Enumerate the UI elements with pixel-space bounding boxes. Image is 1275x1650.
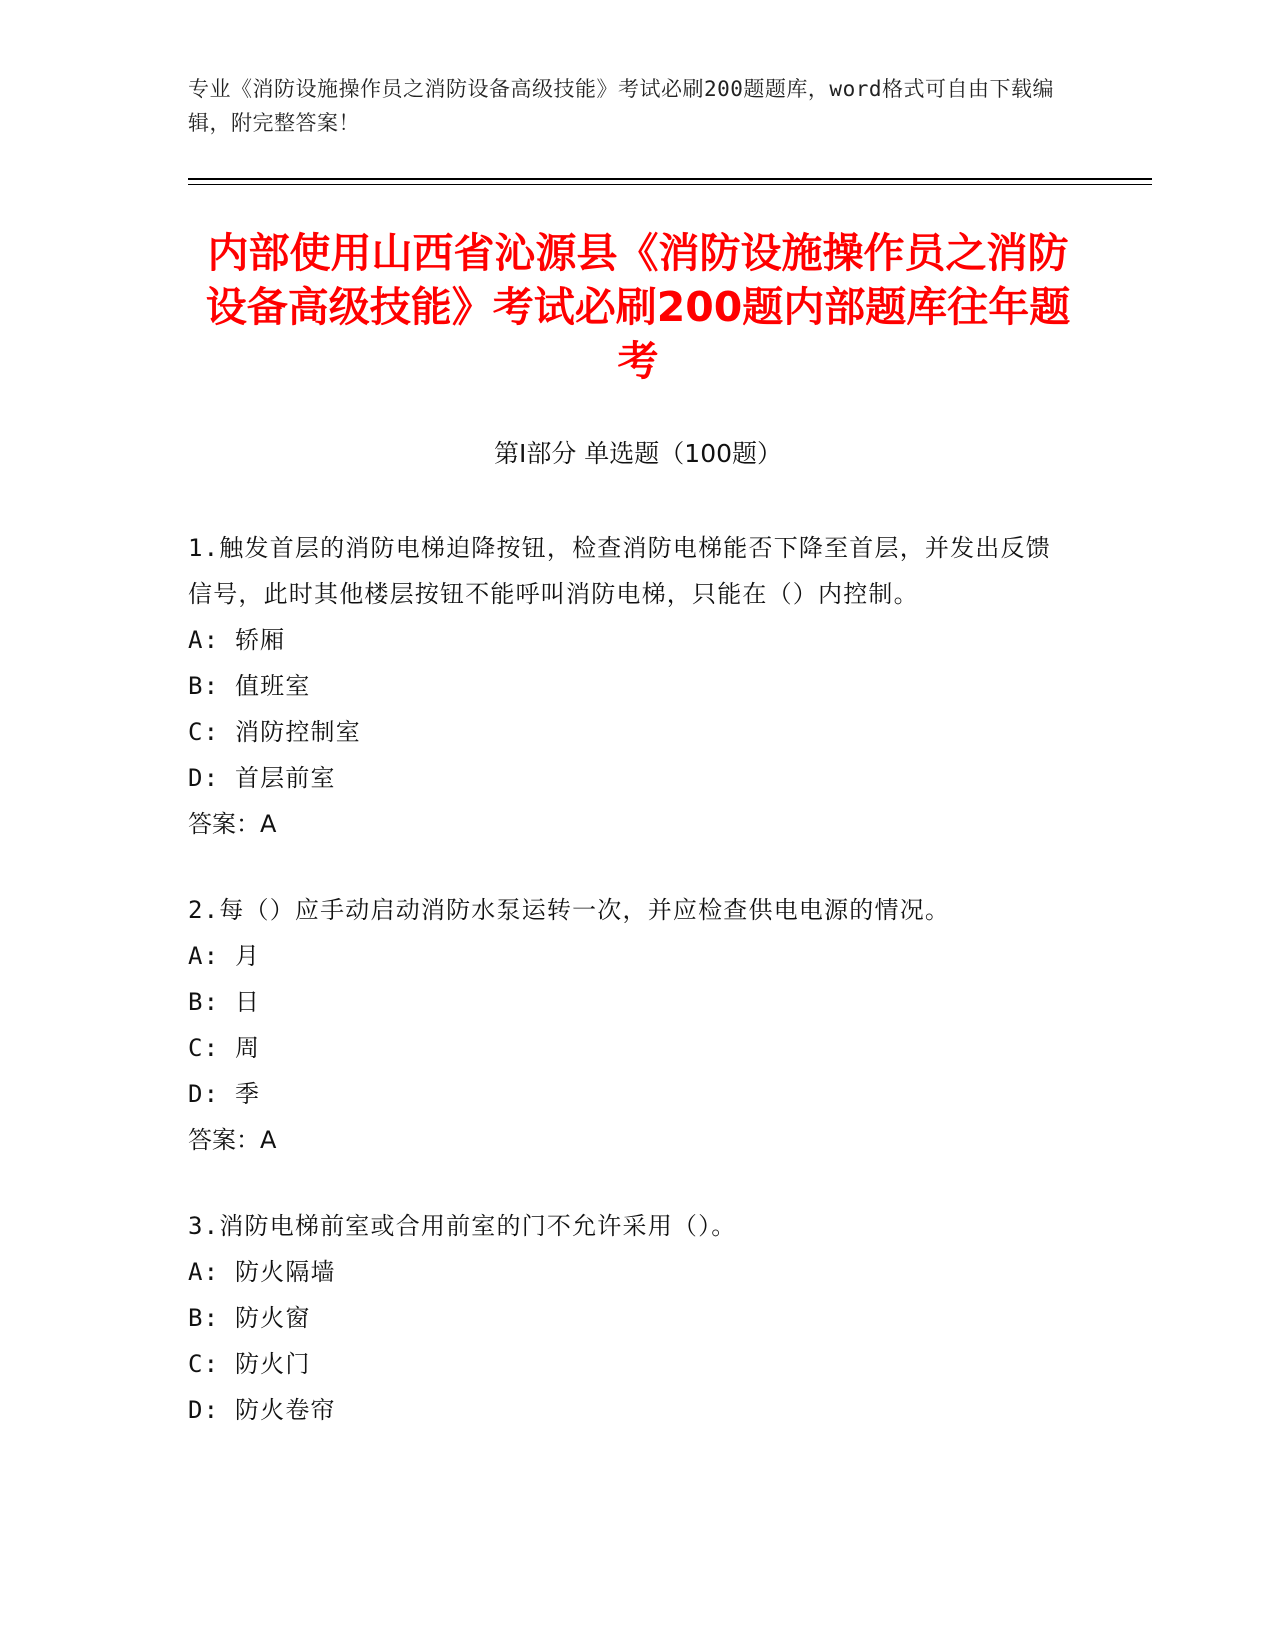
question-stem: 2.每（）应手动启动消防水泵运转一次，并应检查供电电源的情况。 <box>188 896 951 924</box>
option-c: C: 周 <box>188 1034 261 1062</box>
option-b: B: 防火窗 <box>188 1304 311 1332</box>
option-b: B: 值班室 <box>188 672 311 700</box>
header-divider-thick <box>188 178 1152 180</box>
answer: 答案：A <box>188 1126 277 1154</box>
option-a: A: 轿厢 <box>188 626 286 654</box>
option-d: D: 防火卷帘 <box>188 1396 336 1424</box>
option-c: C: 消防控制室 <box>188 718 361 746</box>
section-title: 第I部分 单选题（100题） <box>493 439 783 468</box>
question-list <box>188 525 1068 1473</box>
option-b: B: 日 <box>188 988 261 1016</box>
header-note: 专业《消防设施操作员之消防设备高级技能》考试必刷200题题库，word格式可自由下载编辑，附完整答案！ <box>188 77 1054 135</box>
answer: 答案：A <box>188 810 277 838</box>
option-a: A: 防火隔墙 <box>188 1258 336 1286</box>
question-stem: 1.触发首层的消防电梯迫降按钮，检查消防电梯能否下降至首层，并发出反馈信号，此时其他楼层按钮不能呼叫消防电梯，只能在（）内控制。 <box>188 534 1051 608</box>
question-1 <box>188 525 1068 847</box>
option-d: D: 季 <box>188 1080 261 1108</box>
document-title: 内部使用山西省沁源县《消防设施操作员之消防设备高级技能》考试必刷200题内部题库往年题考 <box>205 229 1071 385</box>
header-divider-thin <box>188 184 1152 185</box>
question-3 <box>188 1203 1068 1433</box>
question-2 <box>188 887 1068 1163</box>
option-d: D: 首层前室 <box>188 764 336 792</box>
option-a: A: 月 <box>188 942 261 970</box>
option-c: C: 防火门 <box>188 1350 311 1378</box>
question-stem: 3.消防电梯前室或合用前室的门不允许采用（）。 <box>188 1212 737 1240</box>
